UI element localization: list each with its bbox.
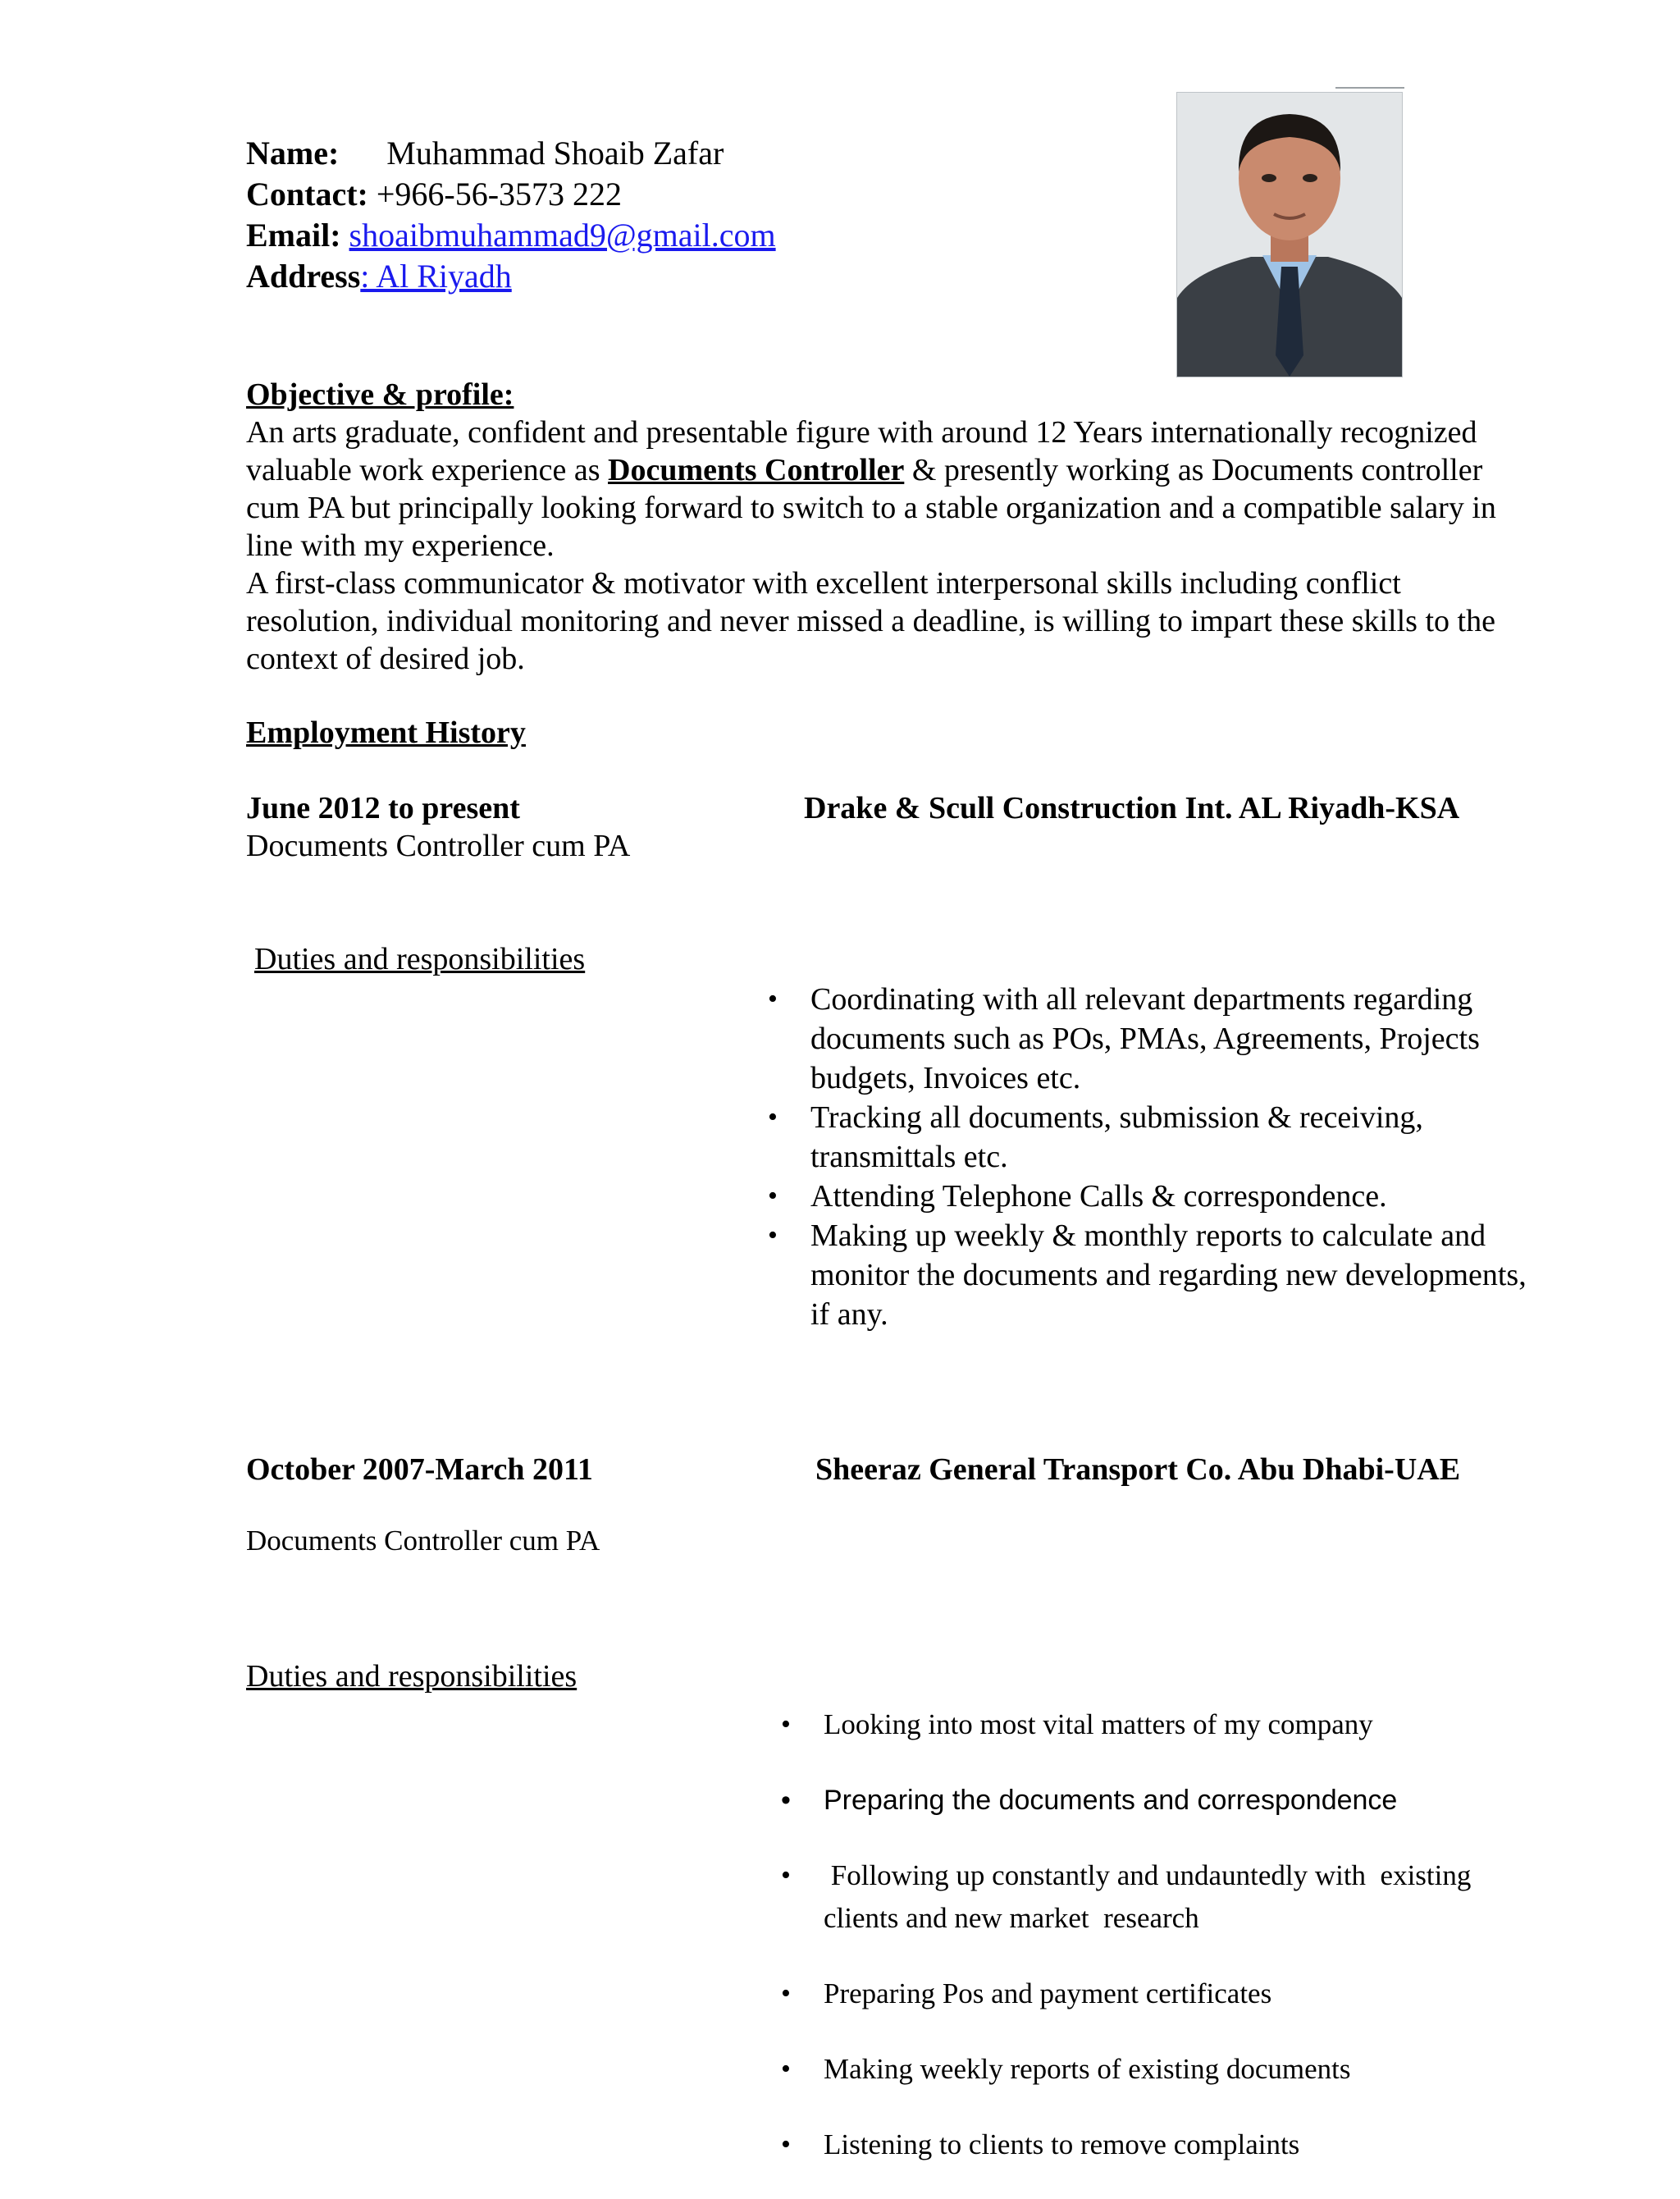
name-value: Muhammad Shoaib Zafar (386, 135, 724, 171)
bullet-icon: • (781, 2129, 791, 2160)
contact-value: +966-56-3573 222 (376, 176, 623, 213)
list-item: • Attending Telephone Calls & correspondence. (810, 1177, 1532, 1216)
job2-duties-list (781, 1703, 1529, 2199)
job2-company: Sheeraz General Transport Co. Abu Dhabi-UAE (815, 1452, 1461, 1487)
contact-line (246, 174, 622, 215)
email-link[interactable]: shoaibmuhammad9@gmail.com (349, 217, 776, 254)
list-item: • Making up weekly & monthly reports to calculate and monitor the documents and regarding new developments, if any. (810, 1216, 1532, 1334)
list-item: • Tracking all documents, submission & receiving, transmittals etc. (810, 1098, 1532, 1177)
bullet-icon: • (768, 1181, 778, 1211)
job1-duties-title: Duties and responsibilities (254, 942, 586, 976)
job1-duties-list (768, 980, 1532, 1334)
list-item: • Coordinating with all relevant departments regarding documents such as POs, PMAs, Agreements, Projects budgets, Invoices etc. (810, 980, 1532, 1098)
job1-period: June 2012 to present (246, 791, 520, 825)
bullet-icon: • (768, 1220, 778, 1250)
objective-highlight: Documents Controller (608, 453, 905, 487)
list-item: • Looking into most vital matters of my company (824, 1703, 1529, 1746)
bullet-icon: • (781, 1860, 791, 1890)
bullet-icon: • (781, 2054, 791, 2084)
bullet-icon: • (768, 1102, 778, 1132)
employment-title: Employment History (246, 715, 526, 750)
job1-company: Drake & Scull Construction Int. AL Riyadh-KSA (804, 791, 1460, 825)
job2-period: October 2007-March 2011 (246, 1452, 593, 1487)
address-label: Address (246, 258, 361, 295)
objective-para-2: A first-class communicator & motivator with excellent interpersonal skills including conflict resolution, individual monitoring and never missed a deadline, is willing to impart these skills to the context of desired job. (246, 566, 1495, 676)
list-item: • Preparing Pos and payment certificates (824, 1973, 1529, 2015)
address-link[interactable]: : Al Riyadh (360, 258, 512, 295)
job2-position: Documents Controller cum PA (246, 1525, 600, 1557)
profile-photo (1176, 92, 1403, 377)
email-line (246, 215, 776, 256)
objective-para-1-start: An arts graduate, confident and presentable figure with around 12 Years internationally recognized valuable work experience as (246, 415, 1477, 487)
name-line (246, 133, 724, 174)
bullet-icon: • (781, 1785, 791, 1816)
name-label: Name: (246, 135, 340, 171)
list-item: • Following up constantly and undauntedly with existing clients and new market research (824, 1854, 1529, 1940)
list-item: • Preparing the documents and correspondence (824, 1779, 1529, 1822)
list-item: • Listening to clients to remove complaints (824, 2124, 1529, 2166)
objective-title: Objective & profile: (246, 377, 514, 412)
job2-duties-title: Duties and responsibilities (246, 1659, 578, 1694)
objective-text (246, 414, 1526, 678)
objective-para-1 (246, 414, 1526, 565)
bullet-icon: • (781, 1978, 791, 2009)
bullet-icon: • (781, 1709, 791, 1740)
email-label: Email: (246, 217, 341, 254)
list-item: • Making weekly reports of existing documents (824, 2048, 1529, 2091)
contact-label: Contact: (246, 176, 368, 213)
photo-top-rule (1335, 87, 1404, 89)
address-line (246, 256, 512, 297)
job1-position: Documents Controller cum PA (246, 829, 631, 863)
bullet-icon: • (768, 984, 778, 1014)
objective-para-1-end: & presently working as Documents controller cum PA but principally looking forward to switch to a stable organization and a compatible salary in line with my experience. (246, 453, 1496, 563)
